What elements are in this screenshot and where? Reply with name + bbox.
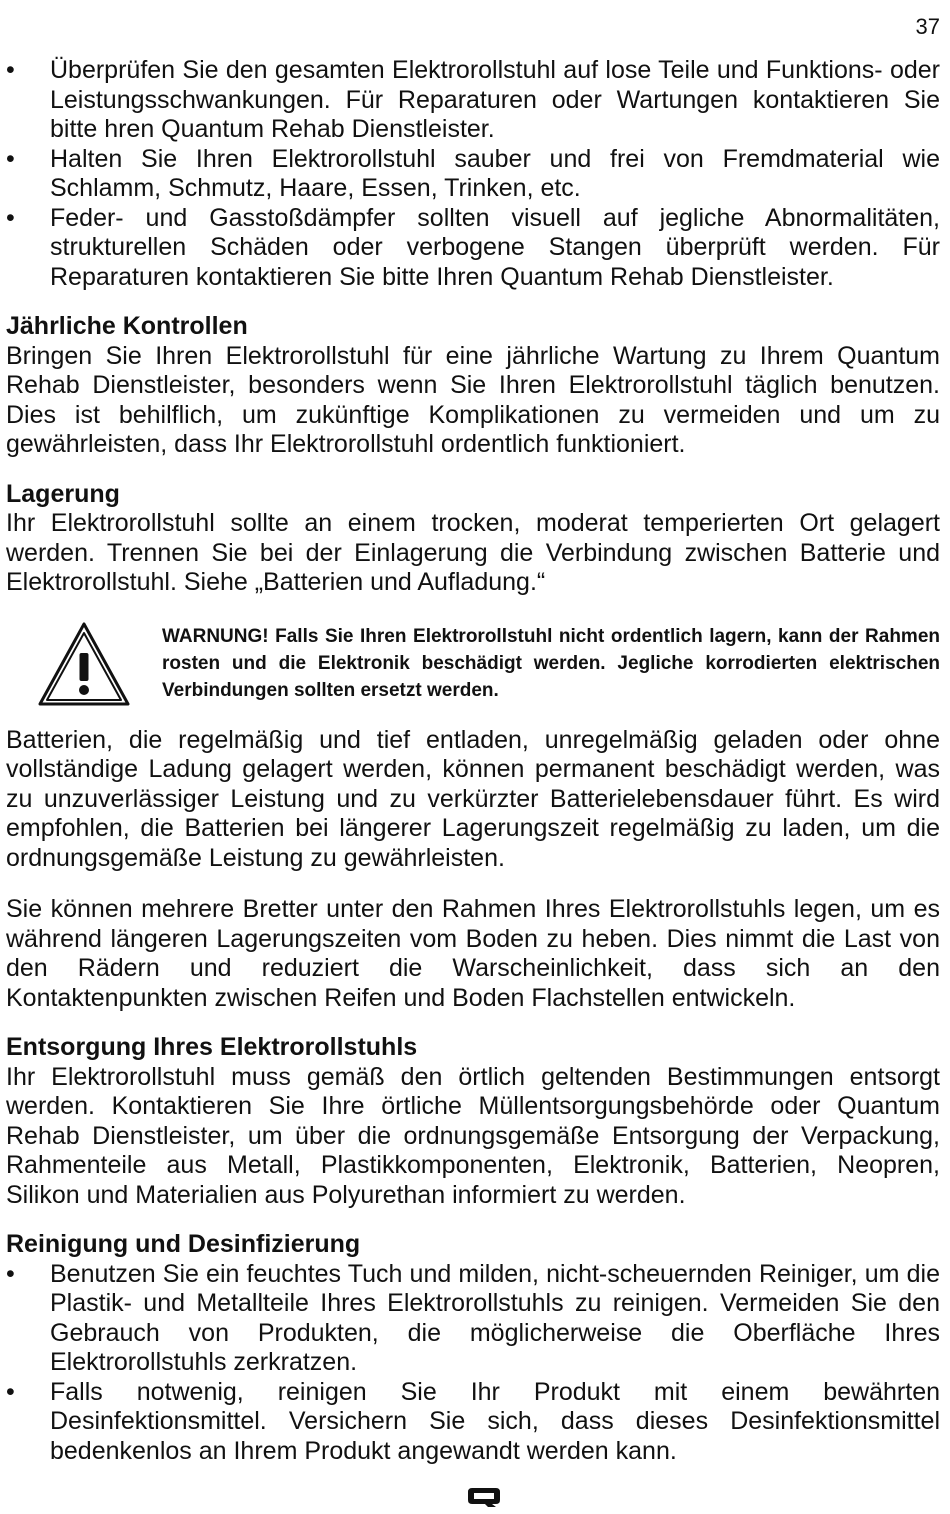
- annual-checks-section: [6, 312, 940, 460]
- bullet-icon: •: [6, 203, 15, 232]
- warning-box: [6, 620, 940, 708]
- section-heading: Entsorgung Ihres Elektrorollstuhls: [6, 1033, 418, 1061]
- list-item-text: Halten Sie Ihren Elektrorollstuhl sauber und frei von Fremdmaterial wie Schlamm, Schmutz, Haare, Essen, Trinken, etc.: [50, 144, 940, 202]
- section-body: Sie können mehrere Bretter unter den Rahmen Ihres Elektrorollstuhls legen, um es während längeren Lagerungszeiten vom Boden zu heben. Dies nimmt die Last von den Rädern und reduziert die Warscheinlichkeit, dass sich an den Kontaktenpunkten zwischen Reifen und Boden Flachstellen entwickeln.: [6, 895, 940, 1012]
- bullet-icon: •: [6, 1259, 15, 1288]
- list-item: [6, 1378, 940, 1467]
- bullet-icon: •: [6, 1377, 15, 1406]
- section-body: Batterien, die regelmäßig und tief entladen, unregelmäßig geladen oder ohne vollständige Ladung gelagert werden, können permanent beschädigt werden, was zu unzuverlässiger Leistung und zu verkürzter Batterielebensdauer führt. Es wird empfohlen, die Batterien bei längerer Lagerungszeit regelmäßig zu laden, um die ordnungsgemäße Leistung zu gewährleisten.: [6, 725, 940, 872]
- section-body: Bringen Sie Ihren Elektrorollstuhl für eine jährliche Wartung zu Ihrem Quantum Rehab Dienstleister, besonders wenn Sie Ihren Elektrorollstuhl täglich benutzen. Dies ist behilflich, um zukünftige Komplikationen zu vermeiden und um zu gewährleisten, dass Ihr Elektrorollstuhl ordentlich funktioniert.: [6, 341, 940, 458]
- list-item: [6, 145, 940, 204]
- bullet-icon: •: [6, 56, 15, 84]
- list-item-text: Falls notwenig, reinigen Sie Ihr Produkt mit einem bewährten Desinfektionsmittel. Versichern Sie sich, dass dieses Desinfektionsmittel bedenkenlos an Ihrem Produkt angewandt werden kann.: [50, 1377, 940, 1465]
- list-item: [6, 56, 940, 145]
- section-heading: Jährliche Kontrollen: [6, 312, 248, 340]
- section-heading: Reinigung und Desinfizierung: [6, 1230, 361, 1258]
- list-item: [6, 1260, 940, 1378]
- list-item: [6, 204, 940, 293]
- section-body: Ihr Elektrorollstuhl sollte an einem trocken, moderat temperierten Ort gelagert werden. Trennen Sie bei der Einlagerung die Verbindung zwischen Batterie und Elektrorollstuhl. Siehe „Batterien und Aufladung.“: [6, 509, 940, 596]
- page-number: 37: [915, 14, 940, 39]
- page-content: [6, 56, 940, 1466]
- bullet-icon: •: [6, 144, 15, 173]
- list-item-text: Überprüfen Sie den gesamten Elektrorollstuhl auf lose Teile und Funktions- oder Leistungsschwankungen. Für Reparaturen oder Wartungen kontaktieren Sie bitte hren Quantum Rehab Dienstleister.: [50, 56, 940, 143]
- list-item-text: Benutzen Sie ein feuchtes Tuch und milden, nicht-scheuernden Reiniger, um die Plastik- und Metallteile Ihres Elektrorollstuhls zu reinigen. Vermeiden Sie den Gebrauch von Produkten, die möglicherweise die Oberfläche Ihres Elektrorollstuhls zerkratzen.: [50, 1259, 940, 1376]
- warning-text: WARNUNG! Falls Sie Ihren Elektrorollstuhl nicht ordentlich lagern, kann der Rahmen rosten und die Elektronik beschädigt werden. Jegliche korrodierten elektrischen Verbindungen sollten ersetzt werden.: [162, 626, 940, 701]
- maintenance-bullet-list: [6, 56, 940, 292]
- section-heading: Lagerung: [6, 479, 120, 508]
- warning-triangle-icon: [36, 620, 132, 708]
- cleaning-section: [6, 1230, 940, 1466]
- list-item-text: Feder- und Gasstoßdämpfer sollten visuell auf jegliche Abnormalitäten, strukturellen Schäden oder verbogene Stangen überprüft werden. Für Reparaturen kontaktieren Sie bitte Ihren Quantum Rehab Dienstleister.: [50, 203, 940, 291]
- quantum-logo-icon: [466, 1486, 502, 1508]
- cleaning-bullet-list: [6, 1260, 940, 1467]
- section-body: Ihr Elektrorollstuhl muss gemäß den örtlich geltenden Bestimmungen entsorgt werden. Kontaktieren Sie Ihre örtliche Müllentsorgungsbehörde oder Quantum Rehab Dienstleister, um über die ordnungsgemäße Entsorgung der Verpackung, Rahmenteile aus Metall, Plastikkomponenten, Elektronik, Batterien, Neopren, Silikon und Materialien aus Polyurethan informiert zu werden.: [6, 1062, 940, 1209]
- storage-section: [6, 480, 940, 1014]
- disposal-section: [6, 1033, 940, 1210]
